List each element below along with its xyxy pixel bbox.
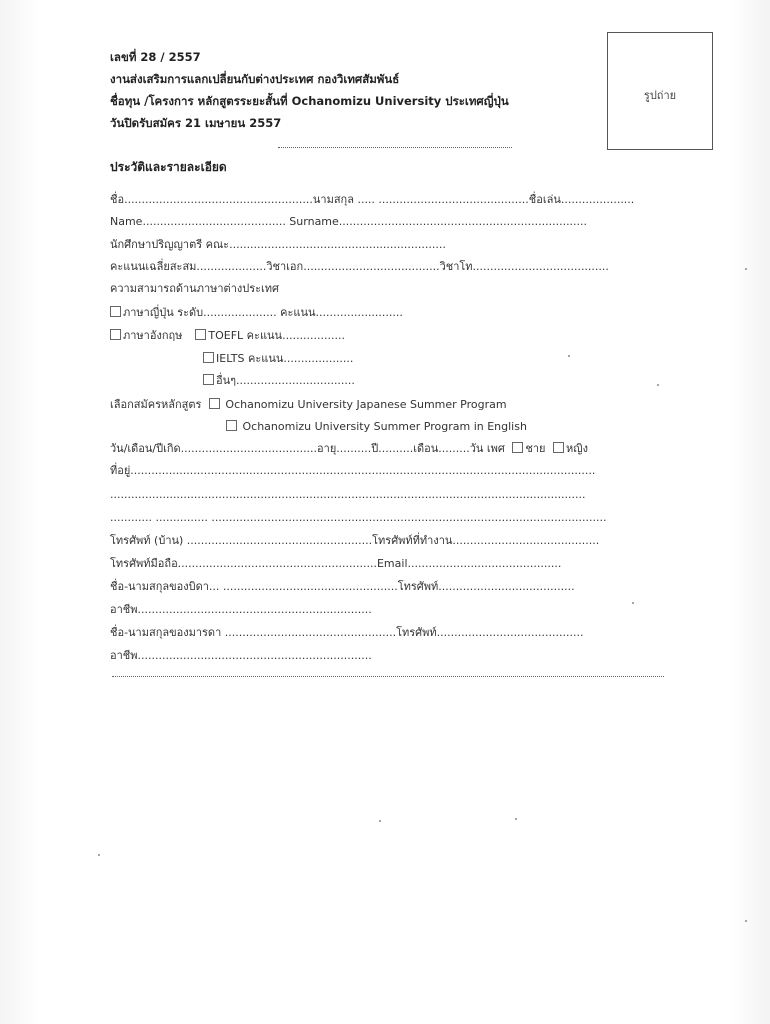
- dotted-separator: [278, 147, 512, 148]
- female-label: หญิง: [565, 442, 588, 455]
- ielts-checkbox[interactable]: [203, 352, 214, 363]
- section-title: ประวัติและรายละเอียด: [110, 160, 227, 174]
- other-language-row: [203, 374, 355, 388]
- mobile-email-field[interactable]: โทรศัพท์มือถือ.........................................................Email............................................: [110, 557, 562, 570]
- other-language-checkbox[interactable]: [203, 374, 214, 385]
- scan-speck: [568, 355, 570, 357]
- scan-speck: [657, 384, 659, 386]
- japanese-label[interactable]: ภาษาญี่ปุ่น ระดับ..................... คะแนน.........................: [123, 306, 403, 319]
- program-name: ชื่อทุน /โครงการ หลักสูตรระยะสั้นที่ Ochanomizu University ประเทศญี่ปุ่น: [110, 94, 509, 108]
- language-ability-title: ความสามารถด้านภาษาต่างประเทศ: [110, 282, 280, 295]
- ielts-row: [203, 352, 353, 366]
- program-2-label: Ochanomizu University Summer Program in English: [242, 420, 527, 433]
- scan-speck: [515, 818, 517, 820]
- application-deadline: วันปิดรับสมัคร 21 เมษายน 2557: [110, 116, 282, 130]
- scan-speck: [632, 602, 634, 604]
- course-selection-label: เลือกสมัครหลักสูตร: [110, 398, 202, 411]
- scan-speck: [98, 854, 100, 856]
- address-field[interactable]: ที่อยู่.....................................................................................................................................: [110, 464, 596, 477]
- scan-speck: [745, 268, 747, 270]
- program-1-checkbox[interactable]: [209, 398, 220, 409]
- english-row: [110, 329, 345, 343]
- ielts-label[interactable]: IELTS คะแนน....................: [216, 352, 354, 365]
- photo-box: [607, 32, 713, 150]
- department-name: งานส่งเสริมการแลกเปลี่ยนกับต่างประเทศ กองวิเทศสัมพันธ์: [110, 72, 400, 86]
- english-label: ภาษาอังกฤษ: [123, 329, 183, 342]
- japanese-row: [110, 306, 403, 320]
- gpa-major-minor-field[interactable]: คะแนนเฉลี่ยสะสม....................วิชาเอก.......................................วิชาโท.......................................: [110, 260, 609, 273]
- birth-field[interactable]: วัน/เดือน/ปีเกิด.......................................อายุ..........ปี..........เดือน.........วัน เพศ: [110, 442, 505, 455]
- other-language-label[interactable]: อื่นๆ..................................: [216, 374, 355, 387]
- mother-occupation-field[interactable]: อาชีพ...................................................................: [110, 649, 372, 662]
- japanese-checkbox[interactable]: [110, 306, 121, 317]
- address-line-3[interactable]: ............ ............... .................................................................................................................: [110, 511, 607, 524]
- thai-name-field[interactable]: ชื่อ......................................................นามสกุล ..... ...........................................ชื่อเล่น.....................: [110, 193, 635, 206]
- phone-field[interactable]: โทรศัพท์ (บ้าน) .....................................................โทรศัพท์ที่ทำงาน..........................................: [110, 534, 600, 547]
- program-2-checkbox[interactable]: [226, 420, 237, 431]
- document-number: เลขที่ 28 / 2557: [110, 50, 201, 64]
- address-line-2[interactable]: ........................................................................................................................................: [110, 488, 586, 501]
- english-name-field[interactable]: Name......................................... Surname.......................................................................: [110, 215, 588, 228]
- toefl-checkbox[interactable]: [195, 329, 206, 340]
- program-1-label: Ochanomizu University Japanese Summer Program: [225, 398, 507, 411]
- father-occupation-field[interactable]: อาชีพ...................................................................: [110, 603, 372, 616]
- english-checkbox[interactable]: [110, 329, 121, 340]
- father-name-field[interactable]: ชื่อ-นามสกุลของบิดา... ..................................................โทรศัพท์.......................................: [110, 580, 575, 593]
- birth-gender-row: [110, 442, 588, 456]
- scan-speck: [379, 820, 381, 822]
- female-checkbox[interactable]: [553, 442, 564, 453]
- scan-speck: [745, 920, 747, 922]
- photo-label: รูปถ่าย: [643, 89, 677, 102]
- male-label: ชาย: [525, 442, 546, 455]
- toefl-label[interactable]: TOEFL คะแนน..................: [208, 329, 346, 342]
- program-2-row: [226, 420, 527, 434]
- faculty-field[interactable]: นักศึกษาปริญญาตรี คณะ..............................................................: [110, 238, 446, 251]
- male-checkbox[interactable]: [512, 442, 523, 453]
- dotted-separator: [112, 676, 664, 677]
- mother-name-field[interactable]: ชื่อ-นามสกุลของมารดา .................................................โทรศัพท์..........................................: [110, 626, 584, 639]
- course-selection-row: [110, 398, 507, 412]
